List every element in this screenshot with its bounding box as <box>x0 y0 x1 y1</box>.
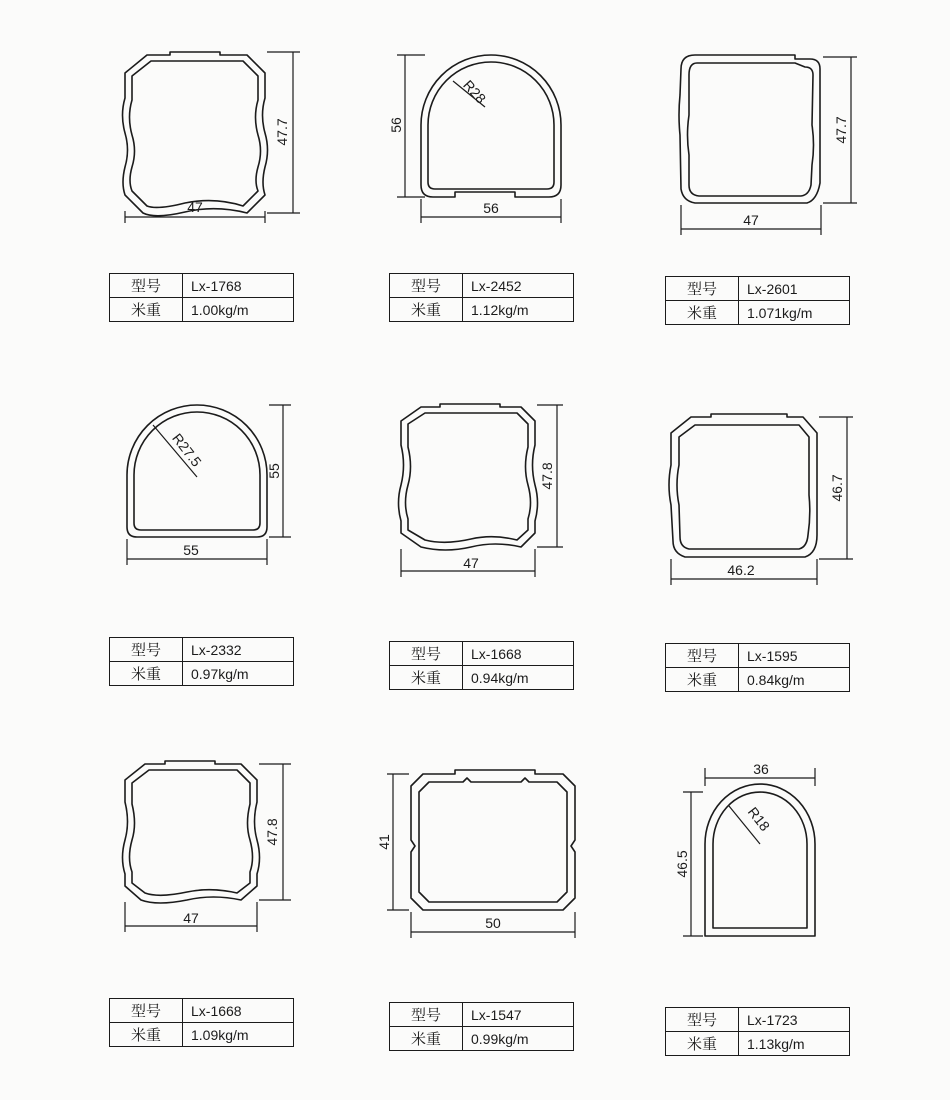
profile-card-lx-1723 <box>655 740 950 1100</box>
height-dimension: 41 <box>376 834 392 850</box>
profile-inner-outline <box>130 61 261 207</box>
profile-outer-outline <box>123 761 260 903</box>
profile-card-lx-2452 <box>385 25 685 385</box>
weight-value: 1.00kg/m <box>183 298 294 322</box>
weight-value: 1.13kg/m <box>739 1032 850 1056</box>
profile-outer-outline <box>421 55 561 197</box>
height-dimension: 46.5 <box>674 850 690 878</box>
width-dimension: 47 <box>187 199 203 215</box>
radius-dimension: R18 <box>744 803 774 834</box>
profile-drawing-wavy-square <box>95 740 395 990</box>
profile-drawing-d-arch <box>95 385 395 635</box>
height-dimension: 55 <box>266 463 282 479</box>
profile-card-lx-2601 <box>655 25 950 385</box>
profile-card-lx-1768 <box>95 25 395 385</box>
spec-table <box>665 643 850 692</box>
profile-outer-outline <box>679 55 820 203</box>
weight-label: 米重 <box>666 301 739 325</box>
width-dimension: 50 <box>485 915 501 931</box>
profile-inner-outline <box>130 770 253 895</box>
profile-card-lx-1668 <box>385 385 685 745</box>
weight-value: 1.12kg/m <box>463 298 574 322</box>
profile-outer-outline <box>399 404 538 550</box>
profile-drawing-wavy-square <box>95 25 395 275</box>
profile-card-lx-1547 <box>376 740 685 1100</box>
weight-label: 米重 <box>390 298 463 322</box>
height-dimension: 46.7 <box>829 474 845 502</box>
model-label: 型号 <box>390 274 463 298</box>
spec-table <box>389 273 574 322</box>
profile-drawing-rectangle <box>376 740 685 990</box>
profile-inner-outline <box>419 778 567 902</box>
width-dimension: 47 <box>463 555 479 571</box>
weight-label: 米重 <box>390 1027 463 1051</box>
spec-table <box>109 998 294 1047</box>
weight-value: 0.84kg/m <box>739 668 850 692</box>
spec-table <box>665 1007 850 1056</box>
profile-drawing-tall-arch <box>655 740 950 990</box>
profile-card-lx-1668-b <box>95 740 395 1100</box>
weight-label: 米重 <box>390 666 463 690</box>
model-value: Lx-1723 <box>739 1008 850 1032</box>
radius-dimension: R27.5 <box>169 430 205 470</box>
width-dimension: 55 <box>183 542 199 558</box>
profile-drawing-rounded-square <box>655 25 950 275</box>
profile-inner-outline <box>688 63 814 196</box>
model-value: Lx-1547 <box>463 1003 574 1027</box>
width-dimension: 47 <box>183 910 199 926</box>
profile-drawing-d-arch <box>385 25 685 275</box>
profile-inner-outline <box>406 413 531 542</box>
profile-outer-outline <box>123 52 268 216</box>
model-value: Lx-2601 <box>739 277 850 301</box>
model-value: Lx-1768 <box>183 274 294 298</box>
spec-table <box>109 637 294 686</box>
weight-label: 米重 <box>110 1023 183 1047</box>
weight-label: 米重 <box>110 662 183 686</box>
weight-value: 0.99kg/m <box>463 1027 574 1051</box>
profile-outer-outline <box>669 414 817 557</box>
width-dimension: 46.2 <box>727 562 755 578</box>
profile-outer-outline <box>411 770 575 910</box>
model-value: Lx-1595 <box>739 644 850 668</box>
weight-value: 1.09kg/m <box>183 1023 294 1047</box>
spec-table <box>389 641 574 690</box>
model-value: Lx-1668 <box>183 999 294 1023</box>
model-label: 型号 <box>390 1003 463 1027</box>
height-dimension: 47.7 <box>833 116 849 144</box>
height-dimension: 47.8 <box>539 462 555 490</box>
profile-inner-outline <box>428 62 554 189</box>
profile-outer-outline <box>127 405 267 537</box>
profile-card-lx-2332 <box>95 385 395 745</box>
profile-inner-outline <box>134 412 260 530</box>
height-dimension: 56 <box>388 117 404 133</box>
model-label: 型号 <box>110 274 183 298</box>
model-value: Lx-2452 <box>463 274 574 298</box>
height-dimension: 47.8 <box>264 818 280 846</box>
model-label: 型号 <box>666 277 739 301</box>
weight-label: 米重 <box>666 668 739 692</box>
profile-inner-outline <box>677 425 810 549</box>
height-dimension: 47.7 <box>274 118 290 146</box>
width-dimension: 47 <box>743 212 759 228</box>
model-label: 型号 <box>666 644 739 668</box>
width-dimension: 36 <box>753 761 769 777</box>
weight-value: 0.97kg/m <box>183 662 294 686</box>
profile-drawing-rounded-square <box>655 385 950 635</box>
profile-card-lx-1595 <box>655 385 950 745</box>
weight-value: 0.94kg/m <box>463 666 574 690</box>
model-label: 型号 <box>110 999 183 1023</box>
weight-label: 米重 <box>666 1032 739 1056</box>
weight-label: 米重 <box>110 298 183 322</box>
model-label: 型号 <box>110 638 183 662</box>
model-value: Lx-1668 <box>463 642 574 666</box>
radius-dimension: R28 <box>460 76 490 107</box>
model-label: 型号 <box>666 1008 739 1032</box>
model-value: Lx-2332 <box>183 638 294 662</box>
model-label: 型号 <box>390 642 463 666</box>
width-dimension: 56 <box>483 200 499 216</box>
profile-drawing-wavy-square <box>385 385 685 635</box>
weight-value: 1.071kg/m <box>739 301 850 325</box>
spec-table <box>389 1002 574 1051</box>
spec-table <box>665 276 850 325</box>
spec-table <box>109 273 294 322</box>
